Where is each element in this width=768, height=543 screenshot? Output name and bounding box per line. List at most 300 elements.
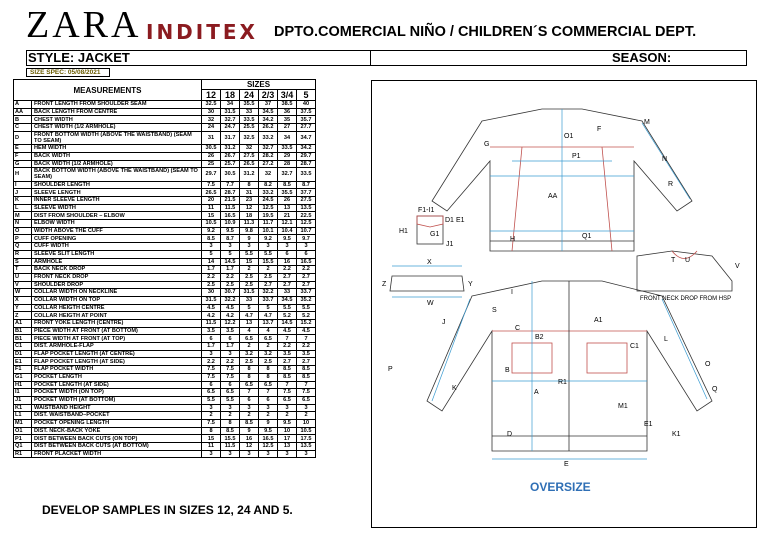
measure-value: 30 — [202, 108, 221, 116]
collar-label-z: Z — [382, 281, 387, 288]
measure-value: 21 — [278, 212, 297, 220]
measure-value: 4.5 — [297, 327, 316, 335]
measure-label-e1: E1 — [644, 421, 653, 428]
measure-value: 26 — [278, 197, 297, 205]
table-row — [14, 227, 316, 235]
table-row — [14, 381, 316, 389]
measure-value: 6.5 — [297, 396, 316, 404]
measure-value: 7 — [297, 335, 316, 343]
measure-value: 28.7 — [221, 189, 240, 197]
measure-description: SHOULDER LENGTH — [32, 181, 202, 189]
measure-description: PIECE WIDTH AT FRONT (AT TOP) — [32, 335, 202, 343]
measure-label-p: P — [388, 366, 393, 373]
measure-description: FRONT NECK DROP — [32, 273, 202, 281]
measure-value: 8.5 — [202, 235, 221, 243]
table-row — [14, 320, 316, 328]
measure-value: 11.7 — [259, 220, 278, 228]
measure-value: 3 — [240, 243, 259, 251]
measure-value: 8.7 — [221, 235, 240, 243]
measure-description: DIST. ARMHOLE-FLAP — [32, 343, 202, 351]
measure-description: FRONT PLACKET WIDTH — [32, 450, 202, 458]
measure-value: 7 — [278, 381, 297, 389]
size-column-header: 24 — [240, 90, 259, 101]
measure-value: 30 — [202, 289, 221, 297]
measure-code: M — [14, 212, 32, 220]
measure-label-k: K — [452, 385, 457, 392]
table-row — [14, 335, 316, 343]
measure-value: 2 — [259, 266, 278, 274]
measure-value: 3.5 — [202, 327, 221, 335]
measure-label-c: C — [515, 325, 521, 332]
measure-value: 32.5 — [240, 131, 259, 144]
measure-value: 9 — [240, 427, 259, 435]
measure-code: Q — [14, 243, 32, 251]
measure-label-s: S — [492, 307, 497, 314]
measure-label-e: E — [564, 461, 569, 468]
measure-value: 9.5 — [278, 235, 297, 243]
measure-value: 2 — [278, 412, 297, 420]
measure-value: 33.2 — [259, 131, 278, 144]
measure-value: 34.7 — [297, 131, 316, 144]
measure-value: 11 — [202, 443, 221, 451]
zara-logo: ZARA — [26, 4, 142, 46]
measure-value: 40 — [297, 101, 316, 109]
measure-value: 1.7 — [221, 343, 240, 351]
inditex-logo: INDITEX — [146, 20, 258, 44]
measure-label-b2: B2 — [535, 334, 544, 341]
measure-value: 2.7 — [297, 273, 316, 281]
measure-value: 2.7 — [278, 273, 297, 281]
measure-value: 3 — [259, 243, 278, 251]
measure-label-f: F — [597, 126, 602, 133]
measure-value: 6.5 — [278, 396, 297, 404]
pocket-label-e1: E1 — [456, 217, 465, 224]
measure-value: 32.2 — [259, 289, 278, 297]
measure-value: 25.5 — [240, 124, 259, 132]
measure-value: 14.5 — [278, 320, 297, 328]
measure-description: POCKET LENGTH — [32, 373, 202, 381]
measure-value: 9 — [240, 235, 259, 243]
measure-code: W — [14, 289, 32, 297]
measure-value: 3 — [202, 404, 221, 412]
table-row — [14, 250, 316, 258]
measure-value: 8 — [240, 373, 259, 381]
measure-description: WIDTH ABOVE THE CUFF — [32, 227, 202, 235]
pocket-label-h1: H1 — [399, 228, 408, 235]
measure-value: 8 — [202, 427, 221, 435]
measure-code: G1 — [14, 373, 32, 381]
measure-value: 2 — [240, 266, 259, 274]
measure-value: 1.7 — [202, 266, 221, 274]
measure-value: 12 — [240, 443, 259, 451]
measure-label-l: L — [664, 336, 668, 343]
size-column-header: 3/4 — [278, 90, 297, 101]
measure-code: C1 — [14, 343, 32, 351]
measure-code: B — [14, 116, 32, 124]
measure-value: 2 — [202, 412, 221, 420]
measure-value: 28 — [278, 160, 297, 168]
table-row — [14, 101, 316, 109]
measure-code: D1 — [14, 350, 32, 358]
measure-code: L1 — [14, 412, 32, 420]
measure-value: 3.2 — [240, 350, 259, 358]
measure-value: 1.7 — [221, 266, 240, 274]
measure-value: 6.5 — [259, 335, 278, 343]
measure-value: 3 — [221, 243, 240, 251]
table-row — [14, 304, 316, 312]
neck-drop-caption: FRONT NECK DROP FROM HSP — [640, 296, 732, 302]
measure-description: WAISTBAND HEIGHT — [32, 404, 202, 412]
measure-value: 31.5 — [221, 108, 240, 116]
measure-value: 30.7 — [221, 289, 240, 297]
measure-description: FLAP POCKET WIDTH — [32, 366, 202, 374]
measure-value: 4 — [240, 327, 259, 335]
measure-code: Z — [14, 312, 32, 320]
measure-value: 2.2 — [221, 358, 240, 366]
measure-value: 32 — [202, 116, 221, 124]
measure-value: 9.5 — [259, 427, 278, 435]
measure-value: 6 — [202, 381, 221, 389]
fit-label: OVERSIZE — [530, 480, 591, 494]
table-row — [14, 358, 316, 366]
measure-value: 3 — [240, 450, 259, 458]
measure-value: 22.5 — [297, 212, 316, 220]
measure-value: 19.5 — [259, 212, 278, 220]
measure-value: 16.5 — [259, 435, 278, 443]
table-row — [14, 266, 316, 274]
collar-label-y: Y — [468, 281, 473, 288]
measure-value: 9.2 — [259, 235, 278, 243]
measure-value: 6 — [259, 396, 278, 404]
measure-value: 7.5 — [221, 373, 240, 381]
measure-value: 5.2 — [297, 312, 316, 320]
measure-value: 2.5 — [259, 358, 278, 366]
measure-value: 2.5 — [240, 273, 259, 281]
measure-code: C — [14, 124, 32, 132]
measure-description: POCKET OPENING LENGTH — [32, 419, 202, 427]
measure-value: 16.5 — [221, 212, 240, 220]
measure-code: A — [14, 101, 32, 109]
measure-description: SLEEVE SLIT LENGTH — [32, 250, 202, 258]
measure-value: 5.5 — [278, 304, 297, 312]
measure-description: CUFF OPENING — [32, 235, 202, 243]
measure-value: 32.2 — [221, 296, 240, 304]
measure-value: 32.7 — [221, 116, 240, 124]
measure-label-a1: A1 — [594, 317, 603, 324]
measure-value: 3 — [221, 404, 240, 412]
measure-value: 27.5 — [240, 152, 259, 160]
size-column-header: 5 — [297, 90, 316, 101]
measure-value: 5.2 — [278, 312, 297, 320]
measure-value: 6.5 — [240, 335, 259, 343]
measure-value: 33.7 — [297, 289, 316, 297]
measure-value: 13 — [278, 204, 297, 212]
measure-value: 30.5 — [221, 168, 240, 181]
measure-value: 35.2 — [297, 296, 316, 304]
measure-value: 6.5 — [259, 381, 278, 389]
measure-value: 4.2 — [221, 312, 240, 320]
measure-code: I1 — [14, 389, 32, 397]
measure-value: 8 — [221, 419, 240, 427]
measure-value: 3 — [297, 243, 316, 251]
measure-label-o: O — [705, 361, 711, 368]
measure-value: 35 — [278, 116, 297, 124]
measure-code: J1 — [14, 396, 32, 404]
measure-value: 27.5 — [297, 197, 316, 205]
size-spec-date: SIZE SPEC: 05/08/2021 — [26, 68, 110, 77]
measure-value: 10.5 — [202, 220, 221, 228]
measure-value: 2.5 — [259, 273, 278, 281]
measure-value: 3 — [240, 404, 259, 412]
measure-value: 34.2 — [297, 145, 316, 153]
measure-value: 3 — [297, 450, 316, 458]
measure-value: 8 — [240, 366, 259, 374]
measure-description: CHEST WIDTH (1/2 ARMHOLE) — [32, 124, 202, 132]
measure-value: 15 — [240, 258, 259, 266]
measure-value: 33.5 — [278, 145, 297, 153]
measure-description: CHEST WIDTH — [32, 116, 202, 124]
table-row — [14, 258, 316, 266]
measure-value: 12.2 — [221, 320, 240, 328]
measure-value: 13.7 — [259, 320, 278, 328]
measure-value: 33.7 — [259, 296, 278, 304]
measure-value: 31.2 — [221, 145, 240, 153]
measurement-table — [13, 79, 316, 458]
measure-value: 9.2 — [202, 227, 221, 235]
measure-value: 31.5 — [202, 296, 221, 304]
measure-label-p1: P1 — [572, 153, 581, 160]
measure-value: 3 — [259, 450, 278, 458]
measure-label-r: R — [668, 181, 674, 188]
measure-value: 4.5 — [202, 304, 221, 312]
measure-value: 3 — [202, 243, 221, 251]
measure-value: 2 — [297, 412, 316, 420]
measure-value: 14.5 — [221, 258, 240, 266]
measure-label-b: B — [505, 367, 510, 374]
measure-code: L — [14, 204, 32, 212]
table-row — [14, 131, 316, 144]
size-column-header: 12 — [202, 90, 221, 101]
measure-value: 28.2 — [259, 152, 278, 160]
measure-value: 34.2 — [259, 116, 278, 124]
measure-value: 5 — [259, 304, 278, 312]
measure-value: 33 — [240, 296, 259, 304]
measure-description: SLEEVE LENGTH — [32, 189, 202, 197]
measure-value: 5 — [221, 250, 240, 258]
measure-label-a: A — [534, 389, 539, 396]
table-row — [14, 160, 316, 168]
measure-value: 7.7 — [221, 181, 240, 189]
measure-description: COLLAR HEIGTH AT POINT — [32, 312, 202, 320]
measure-value: 2.7 — [297, 281, 316, 289]
measure-description: FRONT YOKE LENGTH (CENTRE) — [32, 320, 202, 328]
measure-value: 7 — [297, 381, 316, 389]
measure-description: POCKET LENGTH (AT SIDE) — [32, 381, 202, 389]
front-view-sketch — [427, 281, 712, 451]
measure-value: 7 — [278, 335, 297, 343]
table-row — [14, 108, 316, 116]
measure-label-d: D — [507, 431, 513, 438]
measure-description: FLAP POCKET LENGTH (AT SIDE) — [32, 358, 202, 366]
table-row — [14, 124, 316, 132]
measure-code: O — [14, 227, 32, 235]
measure-value: 3 — [278, 404, 297, 412]
measure-value: 10.9 — [221, 220, 240, 228]
measure-value: 31 — [240, 189, 259, 197]
measure-value: 16 — [278, 258, 297, 266]
measure-description: BACK LENGTH FROM CENTRE — [32, 108, 202, 116]
table-row — [14, 145, 316, 153]
measure-value: 5.5 — [297, 304, 316, 312]
measure-value: 24.5 — [259, 197, 278, 205]
measure-code: J — [14, 189, 32, 197]
measure-value: 10.1 — [259, 227, 278, 235]
measure-value: 11.3 — [240, 220, 259, 228]
measure-label-m1: M1 — [618, 403, 628, 410]
department-title: DPTO.COMERCIAL NIÑO / CHILDREN´S COMMERCIAL DEPT. — [274, 24, 697, 40]
measure-code: I — [14, 181, 32, 189]
measure-value: 4 — [259, 327, 278, 335]
measure-description: FLAP POCKET LENGTH (AT CENTRE) — [32, 350, 202, 358]
measure-value: 6.5 — [240, 381, 259, 389]
measure-label-n: N — [662, 156, 668, 163]
measure-code: O1 — [14, 427, 32, 435]
measure-value: 10 — [297, 419, 316, 427]
neck-label-u: U — [685, 257, 691, 264]
measure-code: D — [14, 131, 32, 144]
measure-value: 5 — [202, 250, 221, 258]
table-row — [14, 312, 316, 320]
measure-description: ARMHOLE — [32, 258, 202, 266]
measure-value: 37 — [259, 101, 278, 109]
measure-value: 7.5 — [278, 389, 297, 397]
measure-label-q1: Q1 — [582, 233, 592, 240]
measure-description: BACK BOTTOM WIDTH (ABOVE THE WAISTBAND) (SEAM TO SEAM) — [32, 168, 202, 181]
measure-value: 2.5 — [240, 358, 259, 366]
measure-value: 2.2 — [278, 266, 297, 274]
measure-code: K — [14, 197, 32, 205]
measure-description: BACK WIDTH — [32, 152, 202, 160]
measure-value: 9 — [259, 419, 278, 427]
measure-value: 35.5 — [240, 101, 259, 109]
measure-value: 10 — [278, 427, 297, 435]
measure-value: 10.5 — [297, 427, 316, 435]
measure-value: 6 — [221, 335, 240, 343]
measure-value: 2.2 — [202, 273, 221, 281]
measure-value: 32.7 — [278, 168, 297, 181]
table-row — [14, 404, 316, 412]
measure-value: 4.7 — [259, 312, 278, 320]
measure-value: 3 — [297, 404, 316, 412]
measure-value: 33.5 — [240, 116, 259, 124]
measure-description: BACK WIDTH (1/2 ARMHOLE) — [32, 160, 202, 168]
measure-description: DIST BETWEEN BACK CUTS (AT BOTTOM) — [32, 443, 202, 451]
measure-value: 4.5 — [278, 327, 297, 335]
collar-label-w: W — [427, 300, 434, 307]
measure-value: 33 — [240, 108, 259, 116]
measure-code: Y — [14, 304, 32, 312]
table-row — [14, 450, 316, 458]
table-row — [14, 389, 316, 397]
table-row — [14, 152, 316, 160]
measure-value: 13.5 — [297, 204, 316, 212]
measure-value: 2.2 — [202, 358, 221, 366]
pocket-detail-sketch — [417, 216, 443, 244]
measure-label-aa: AA — [548, 193, 558, 200]
measure-value: 13 — [278, 443, 297, 451]
measure-description: FRONT BOTTOM WIDTH (ABOVE THE WAISTBAND) (SEAM TO SEAM) — [32, 131, 202, 144]
pocket-label-d1: D1 — [445, 217, 454, 224]
measure-value: 7.5 — [297, 389, 316, 397]
measure-value: 20 — [202, 197, 221, 205]
measure-value: 34 — [221, 101, 240, 109]
measure-value: 12.5 — [259, 204, 278, 212]
measure-code: R — [14, 250, 32, 258]
collar-label-x: X — [427, 259, 432, 266]
measure-value: 15 — [202, 435, 221, 443]
measure-value: 5 — [240, 304, 259, 312]
table-row — [14, 327, 316, 335]
size-column-header: 18 — [221, 90, 240, 101]
table-row — [14, 443, 316, 451]
measure-value: 33 — [278, 289, 297, 297]
measure-value: 3 — [259, 404, 278, 412]
pocket-label-f1-i1: F1-I1 — [418, 207, 435, 214]
measure-value: 38.5 — [278, 101, 297, 109]
measure-value: 16 — [240, 435, 259, 443]
measure-label-q: Q — [712, 386, 718, 393]
measure-value: 26 — [202, 152, 221, 160]
measure-value: 15.5 — [221, 435, 240, 443]
measure-value: 2 — [240, 343, 259, 351]
measure-code: B1 — [14, 335, 32, 343]
measure-description: POCKET WIDTH (AT BOTTOM) — [32, 396, 202, 404]
table-row — [14, 220, 316, 228]
measure-value: 29.7 — [297, 152, 316, 160]
table-row — [14, 289, 316, 297]
table-row — [14, 197, 316, 205]
measure-code: E — [14, 145, 32, 153]
measure-label-g: G — [484, 141, 490, 148]
measure-code: P1 — [14, 435, 32, 443]
measure-description: COLLAR WIDTH ON NECKLINE — [32, 289, 202, 297]
measure-value: 36 — [278, 108, 297, 116]
measure-value: 3 — [278, 450, 297, 458]
measure-code: P — [14, 235, 32, 243]
measure-value: 8 — [240, 181, 259, 189]
measure-value: 9.5 — [278, 419, 297, 427]
table-row — [14, 373, 316, 381]
measure-value: 24.7 — [221, 124, 240, 132]
measure-code: T — [14, 266, 32, 274]
measure-value: 27.7 — [297, 124, 316, 132]
measure-value: 15.5 — [259, 258, 278, 266]
measure-code: H — [14, 168, 32, 181]
measure-value: 12.5 — [297, 220, 316, 228]
measure-value: 7 — [240, 389, 259, 397]
measure-value: 5.5 — [202, 396, 221, 404]
measure-value: 5.5 — [240, 250, 259, 258]
measure-value: 8.5 — [278, 373, 297, 381]
measure-value: 2.7 — [278, 358, 297, 366]
measure-code: R1 — [14, 450, 32, 458]
measure-value: 8.2 — [259, 181, 278, 189]
measure-value: 3 — [202, 450, 221, 458]
measure-value: 4.7 — [240, 312, 259, 320]
size-column-header: 2/3 — [259, 90, 278, 101]
measure-value: 6 — [278, 250, 297, 258]
measure-value: 2.7 — [297, 358, 316, 366]
